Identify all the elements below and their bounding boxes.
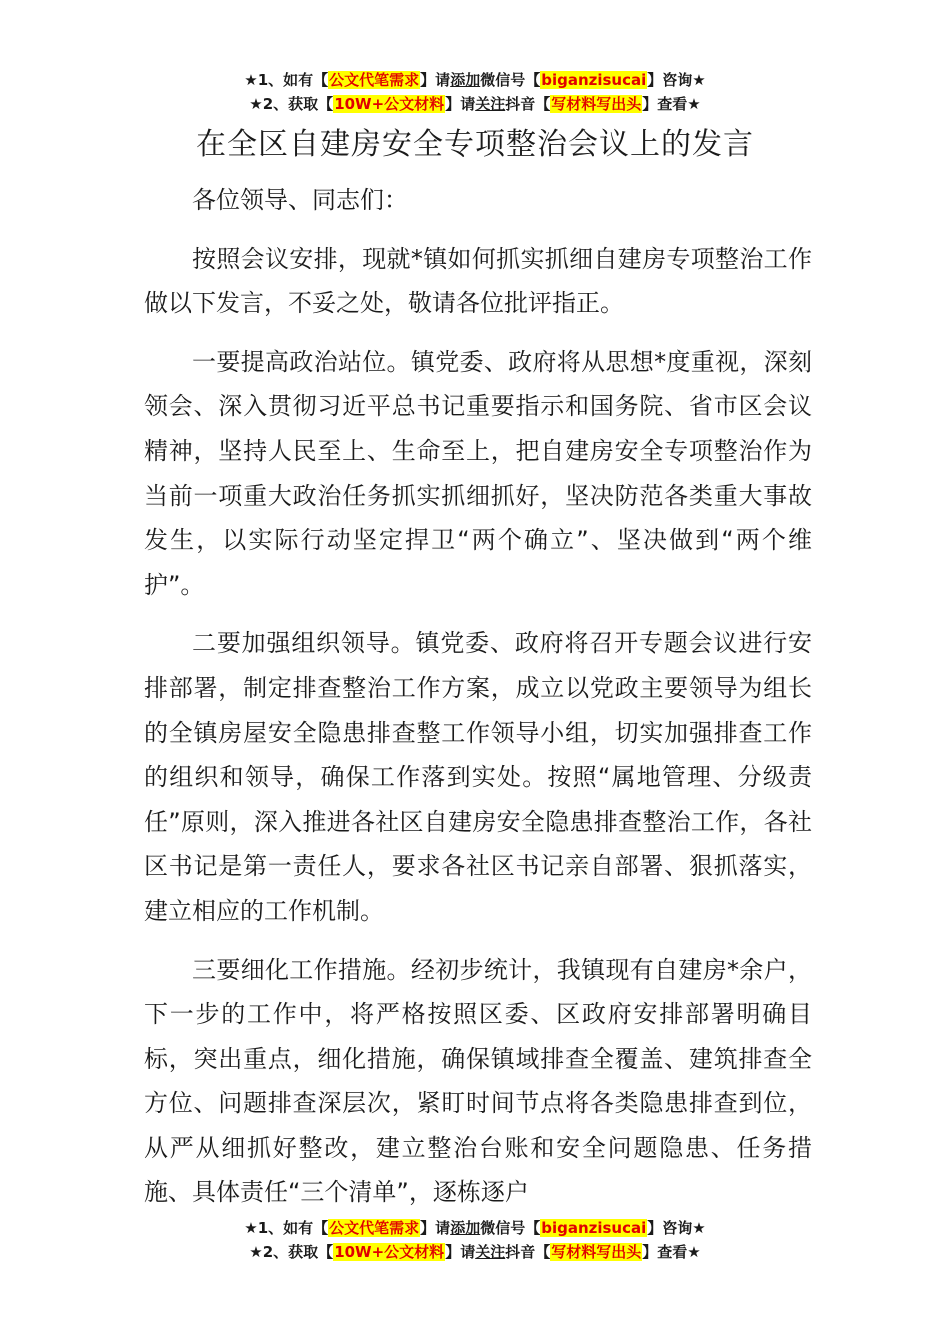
banner-text: 】咨询★ [647, 71, 706, 89]
banner-text: 】请 [445, 1243, 476, 1261]
highlight-text: 写材料写出头 [551, 95, 642, 113]
header-banner [0, 68, 950, 116]
banner-text: 微信号【 [480, 1219, 541, 1237]
banner-text: 抖音【 [505, 95, 551, 113]
highlight-text: 公文代笔需求 [329, 71, 420, 89]
banner-text: ★1、如有【 [244, 1219, 329, 1237]
underlined-text: 关注 [475, 1243, 506, 1261]
banner-text: 】咨询★ [647, 1219, 706, 1237]
paragraph: 按照会议安排，现就*镇如何抓实抓细自建房专项整治工作做以下发言，不妥之处，敬请各位批评指正。 [144, 244, 812, 318]
highlight-text: 10W+公文材料 [334, 95, 445, 113]
banner-text: ★2、获取【 [249, 95, 334, 113]
paragraph: 二要加强组织领导。镇党委、政府将召开专题会议进行安排部署，制定排查整治工作方案，成立以党政主要领导为组长的全镇房屋安全隐患排查整工作领导小组，切实加强排查工作的组织和领导，确保工作落到实处。按照“属地管理、分级责任”原则，深入推进各社区自建房安全隐患排查整治工作，各社区书记是第一责任人，要求各社区书记亲自部署、狠抓落实，建立相应的工作机制。 [144, 629, 812, 925]
highlight-text: 公文代笔需求 [329, 1219, 420, 1237]
banner-text: 抖音【 [505, 1243, 551, 1261]
paragraph: 三要细化工作措施。经初步统计，我镇现有自建房*余户，下一步的工作中，将严格按照区委、区政府安排部署明确目标，突出重点，细化措施，确保镇域排查全覆盖、建筑排查全方位、问题排查深层次，紧盯时间节点将各类隐患排查到位，从严从细抓好整改，建立整治台账和安全问题隐患、任务措施、具体责任“三个清单”，逐栋逐户 [144, 955, 812, 1207]
banner-text: 】查看★ [642, 95, 701, 113]
highlight-text: biganzisucai [541, 71, 647, 89]
highlight-text: 10W+公文材料 [334, 1243, 445, 1261]
underlined-text: 添加 [450, 71, 481, 89]
banner-text: 】请 [445, 95, 476, 113]
banner-text: ★1、如有【 [244, 71, 329, 89]
banner-line-1 [0, 1216, 950, 1240]
banner-text: 】查看★ [642, 1243, 701, 1261]
banner-line-1 [0, 68, 950, 92]
banner-text: ★2、获取【 [249, 1243, 334, 1261]
footer-banner [0, 1216, 950, 1264]
underlined-text: 添加 [450, 1219, 481, 1237]
banner-line-2 [0, 1240, 950, 1264]
highlight-text: 写材料写出头 [551, 1243, 642, 1261]
banner-text: 微信号【 [480, 71, 541, 89]
document-body [144, 178, 812, 1215]
document-title: 在全区自建房安全专项整治会议上的发言 [196, 127, 754, 162]
highlight-text: biganzisucai [541, 1219, 647, 1237]
banner-text: 】请 [420, 71, 451, 89]
greeting: 各位领导、同志们： [192, 186, 408, 214]
underlined-text: 关注 [475, 95, 506, 113]
banner-text: 】请 [420, 1219, 451, 1237]
banner-line-2 [0, 92, 950, 116]
paragraph: 一要提高政治站位。镇党委、政府将从思想*度重视，深刻领会、深入贯彻习近平总书记重要指示和国务院、省市区会议精神，坚持人民至上、生命至上，把自建房安全专项整治作为当前一项重大政治任务抓实抓细抓好，坚决防范各类重大事故发生，以实际行动坚定捍卫“两个确立”、坚决做到“两个维护”。 [144, 347, 812, 599]
